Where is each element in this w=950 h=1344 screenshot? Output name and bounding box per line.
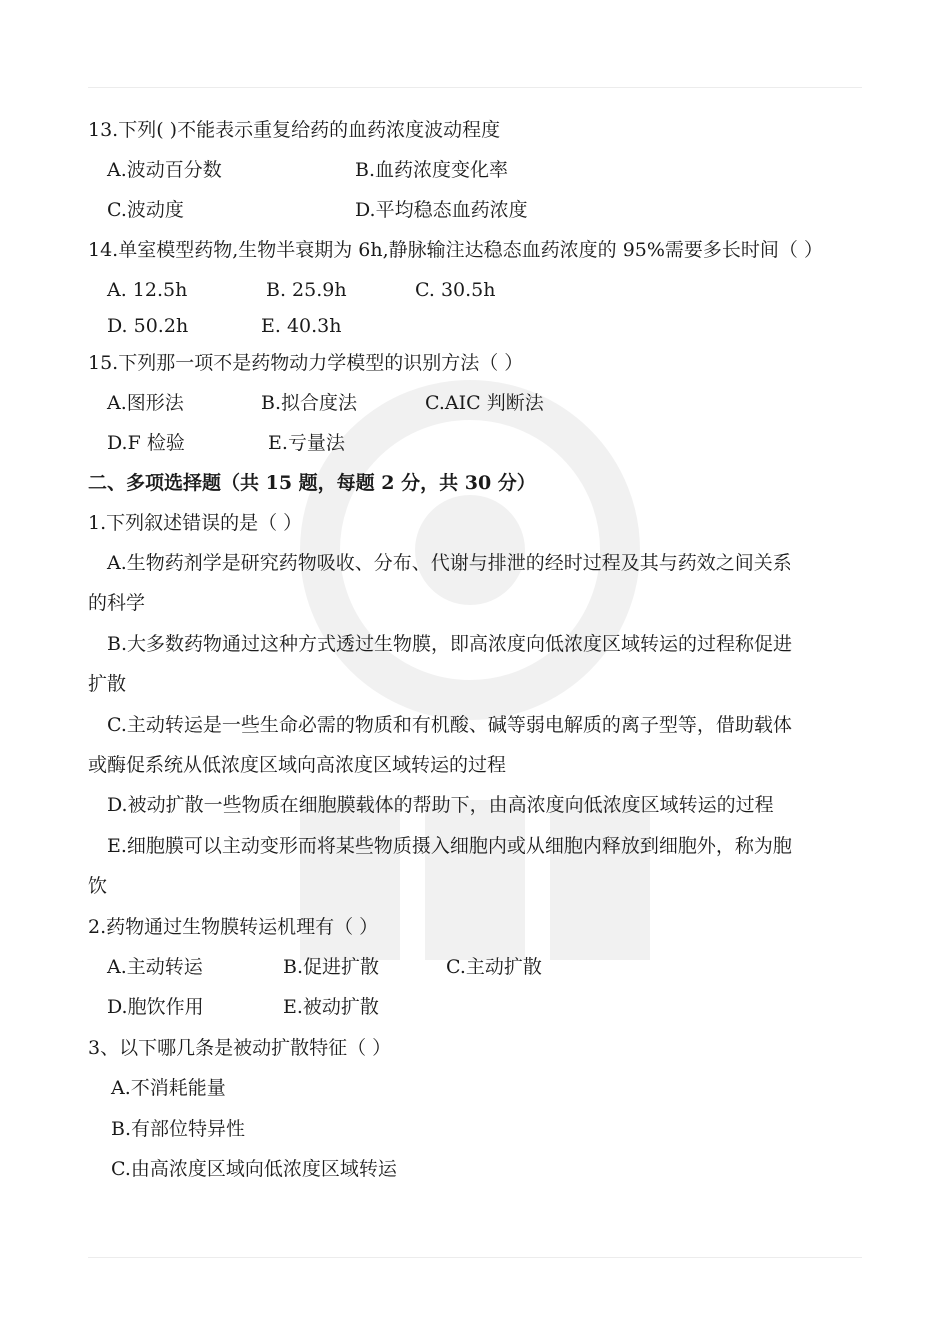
header-rule: [88, 87, 862, 88]
m1-option-b: B.大多数药物通过这种方式透过生物膜，即高浓度向低浓度区域转运的过程称促进: [107, 633, 793, 655]
m1-option-e-cont: 饮: [88, 875, 108, 897]
m2-option-a: A.主动转运: [107, 956, 203, 978]
m1-option-c: C.主动转运是一些生命必需的物质和有机酸、碱等弱电解质的离子型等，借助载体: [107, 714, 792, 736]
q13-option-d: D.平均稳态血药浓度: [355, 199, 528, 221]
m2-stem: 2.药物通过生物膜转运机理有（ ）: [88, 916, 379, 938]
q14-stem: 14.单室模型药物,生物半衰期为 6h,静脉输注达稳态血药浓度的 95%需要多长时间（ ）: [88, 239, 823, 261]
q15-stem: 15.下列那一项不是药物动力学模型的识别方法（ ）: [88, 352, 524, 374]
m3-option-a: A.不消耗能量: [111, 1077, 226, 1099]
m2-option-d: D.胞饮作用: [107, 996, 204, 1018]
m1-option-d: D.被动扩散一些物质在细胞膜载体的帮助下，由高浓度向低浓度区域转运的过程: [107, 794, 774, 816]
q13-option-c: C.波动度: [107, 199, 184, 221]
m2-option-b: B.促进扩散: [283, 956, 380, 978]
m3-stem: 3、以下哪几条是被动扩散特征（ ）: [88, 1037, 392, 1059]
q14-option-e: E. 40.3h: [261, 315, 342, 337]
m2-option-c: C.主动扩散: [446, 956, 542, 978]
m1-option-a: A.生物药剂学是研究药物吸收、分布、代谢与排泄的经时过程及其与药效之间关系: [107, 552, 792, 574]
m2-option-e: E.被动扩散: [283, 996, 379, 1018]
q15-option-a: A.图形法: [107, 392, 184, 414]
q15-option-e: E.亏量法: [268, 432, 345, 454]
q14-option-b: B. 25.9h: [266, 279, 347, 301]
m1-stem: 1.下列叙述错误的是（ ）: [88, 512, 303, 534]
m1-option-a-cont: 的科学: [88, 592, 146, 614]
q13-option-a: A.波动百分数: [107, 159, 222, 181]
q13-option-b: B.血药浓度变化率: [355, 159, 509, 181]
q13-stem: 13.下列( )不能表示重复给药的血药浓度波动程度: [88, 119, 501, 141]
section-heading: 二、多项选择题（共 15 题，每题 2 分，共 30 分）: [88, 472, 536, 494]
m3-option-b: B.有部位特异性: [111, 1118, 246, 1140]
q14-option-a: A. 12.5h: [107, 279, 188, 301]
q14-option-c: C. 30.5h: [415, 279, 496, 301]
watermark-logo: [210, 370, 730, 990]
m1-option-c-cont: 或酶促系统从低浓度区域向高浓度区域转运的过程: [88, 754, 507, 776]
q15-option-c: C.AIC 判断法: [425, 392, 544, 414]
m1-option-b-cont: 扩散: [88, 673, 127, 695]
q14-option-d: D. 50.2h: [107, 315, 189, 337]
m3-option-c: C.由高浓度区域向低浓度区域转运: [111, 1158, 397, 1180]
q15-option-b: B.拟合度法: [261, 392, 358, 414]
m1-option-e: E.细胞膜可以主动变形而将某些物质摄入细胞内或从细胞内释放到细胞外，称为胞: [107, 835, 792, 857]
q15-option-d: D.F 检验: [107, 432, 185, 454]
footer-rule: [88, 1257, 862, 1258]
